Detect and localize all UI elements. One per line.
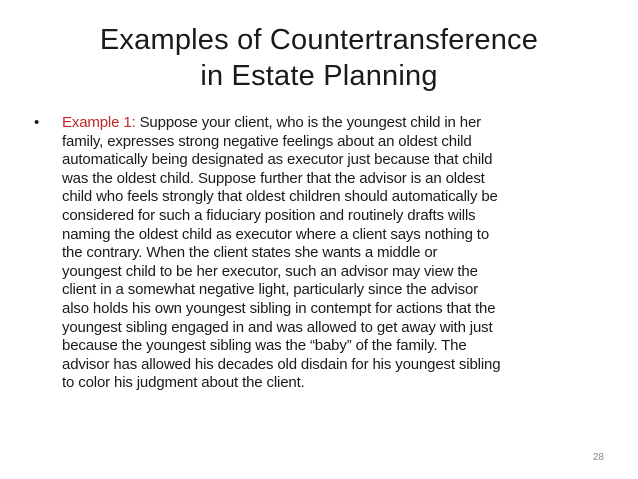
bullet-line-11: also holds his own youngest sibling in contempt for actions that the [62, 299, 496, 317]
bullet-line-7: naming the oldest child as executor where a client says nothing to [62, 225, 490, 243]
bullet-line-10: client in a somewhat negative light, particularly since the advisor [62, 281, 479, 299]
bullet-line-13: because the youngest sibling was the “baby” of the family. The [62, 337, 467, 355]
bullet-symbol: • [34, 114, 40, 131]
bullet-text [62, 114, 614, 393]
bullet-line-1-text: Suppose your client, who is the youngest child in her [139, 114, 482, 131]
bullet-line-8: the contrary. When the client states she wants a middle or [62, 244, 438, 262]
bullet-line-2: family, expresses strong negative feelings about an oldest child [62, 132, 472, 150]
bullet-line-9: youngest child to be her executor, such an advisor may view the [62, 262, 478, 280]
slide-title [30, 22, 608, 94]
bullet-line-15: to color his judgment about the client. [62, 374, 305, 392]
title-line-2: in Estate Planning [200, 60, 438, 92]
page-number: 28 [592, 452, 604, 463]
bullet-line-6: considered for such a fiduciary position and routinely drafts wills [62, 206, 476, 224]
title-line-1: Examples of Countertransference [99, 24, 539, 56]
bullet-line-14: advisor has allowed his decades old disdain for his youngest sibling [62, 355, 501, 373]
example-label: Example 1: [62, 114, 136, 131]
bullet-line-12: youngest sibling engaged in and was allowed to get away with just [62, 318, 493, 336]
slide-body [34, 114, 614, 393]
bullet-item [34, 114, 614, 393]
bullet-line-1 [62, 114, 614, 133]
bullet-line-4: was the oldest child. Suppose further that the advisor is an oldest [62, 169, 485, 187]
bullet-line-3: automatically being designated as executor just because that child [62, 151, 493, 169]
bullet-line-5: child who feels strongly that oldest children should automatically be [62, 188, 498, 206]
